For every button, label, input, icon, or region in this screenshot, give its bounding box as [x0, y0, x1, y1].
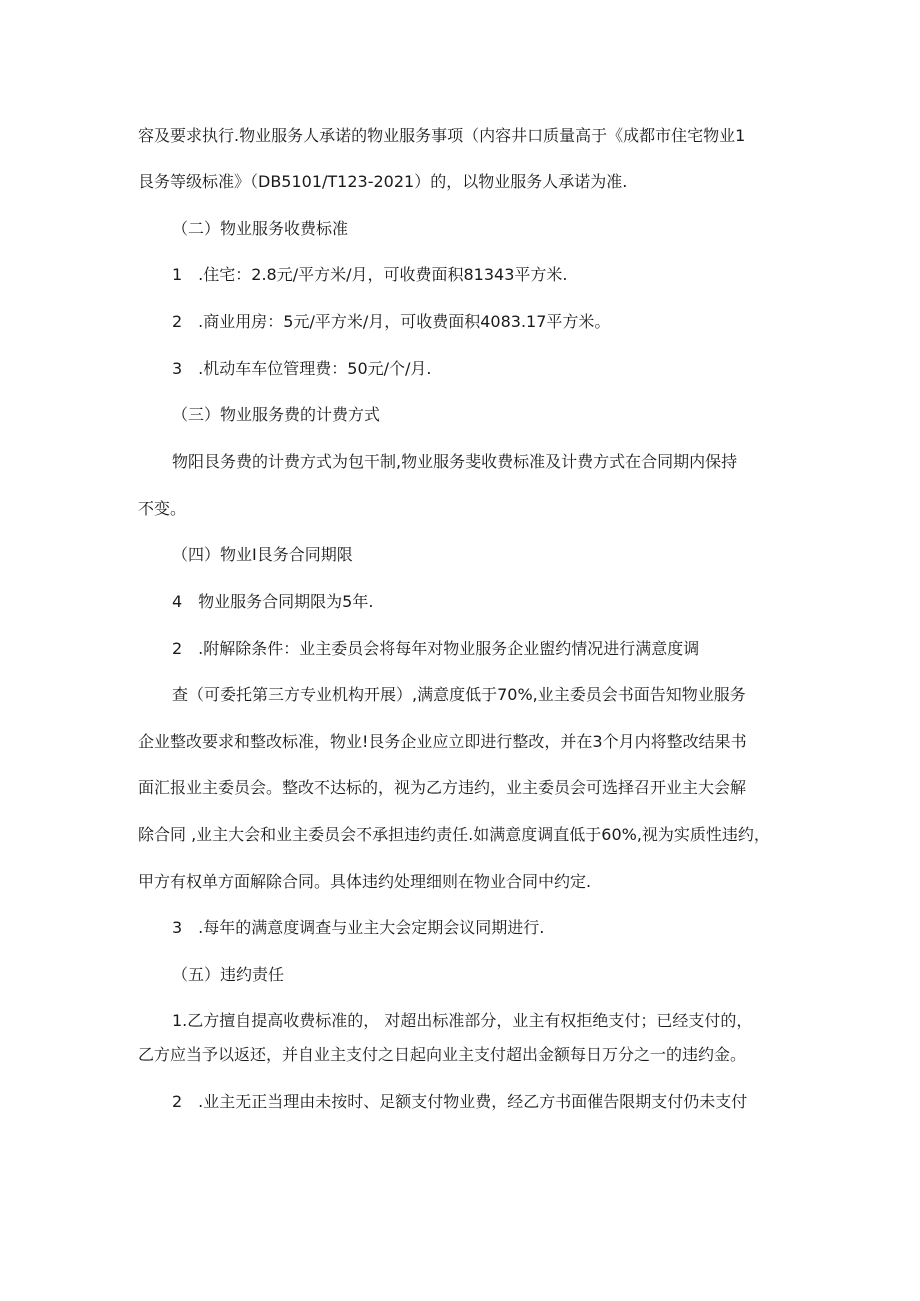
text-line: 物阳艮务费的计费方式为包干制,物业服务斐收费标准及计费方式在合同期内保持 — [172, 452, 738, 471]
list-item: 1 .住宅：2.8元/平方米/月，可收费面积81343平方米. — [172, 265, 568, 284]
section-heading: （二）物业服务收费标准 — [172, 219, 349, 238]
section-heading: （四）物业I艮务合同期限 — [172, 545, 353, 564]
list-item: 3 .机动车车位管理费：50元/个/月. — [172, 359, 432, 378]
text-line: 查（可委托第三方专业机构开展）,满意度低于70%,业主委员会书面告知物业服务 — [172, 685, 746, 704]
list-item: 4 物业服务合同期限为5年. — [172, 592, 374, 611]
text-line: 企业整改要求和整改标准，物业!艮务企业应立即进行整改，并在3个月内将整改结果书 — [138, 732, 747, 751]
section-heading: （三）物业服务费的计费方式 — [172, 405, 381, 424]
text-line: 不变。 — [138, 499, 187, 518]
text-line: 除合同 ,业主大会和业主委员会不承担违约责任.如满意度调直低于60%,视为实质性违约， — [138, 825, 770, 844]
text-line: 面汇报业主委员会。整改不达标的，视为乙方违约，业主委员会可选择召开业主大会解 — [138, 778, 747, 797]
text-line: 甲方有权单方面解除合同。具体违约处理细则在物业合同中约定. — [138, 872, 592, 891]
text-line: 乙方应当予以返还，并自业主支付之日起向业主支付超出金额每日万分之一的违约金。 — [138, 1045, 747, 1064]
list-item: 3 .每年的满意度调查与业主大会定期会议同期进行. — [172, 918, 545, 937]
text-line: 容及要求执行.物业服务人承诺的物业服务事项（内容井口质量高于《成都市住宅物业1 — [138, 126, 746, 145]
list-item: 1.乙方擅自提高收费标准的， 对超出标准部分，业主有权拒绝支付；已经支付的， — [172, 1011, 753, 1030]
text-line: 艮务等级标准》（DB5101/T123-2021）的，以物业服务人承诺为准. — [138, 172, 628, 191]
section-heading: （五）违约责任 — [172, 965, 285, 984]
list-item: 2 .附解除条件：业主委员会将每年对物业服务企业盥约情况进行满意度调 — [172, 639, 700, 658]
list-item: 2 .商业用房：5元/平方米/月，可收费面积4083.17平方米。 — [172, 312, 611, 331]
list-item: 2 .业主无正当理由未按时、足额支付物业费，经乙方书面催告限期支付仍未支付 — [172, 1092, 748, 1111]
